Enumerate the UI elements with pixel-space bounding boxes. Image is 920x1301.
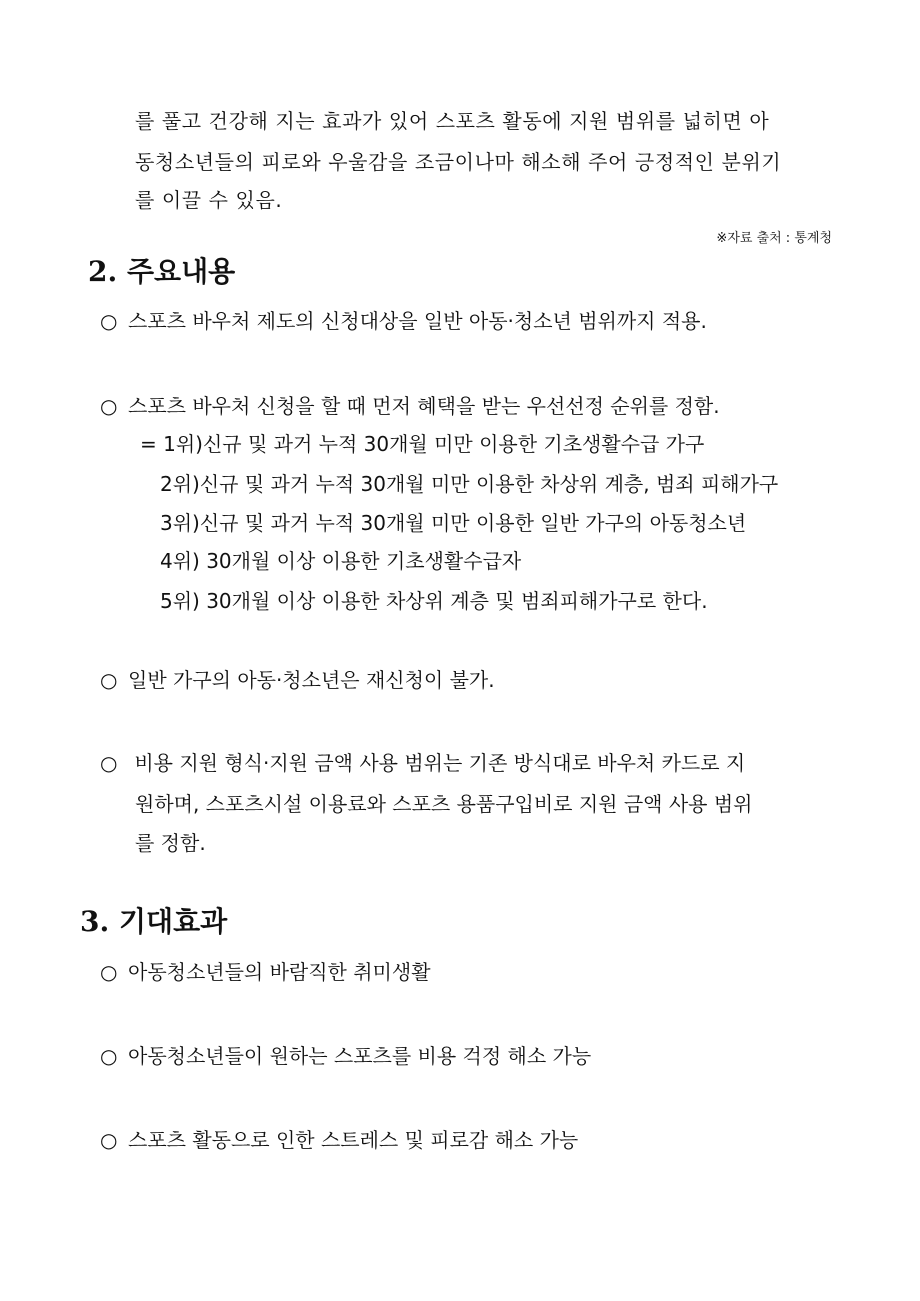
list-item-text: 일반 가구의 아동·청소년은 재신청이 불가. [128, 668, 495, 692]
priority-item-2: 2위)신규 및 과거 누적 30개월 미만 이용한 차상위 계층, 범죄 피해가구 [160, 472, 779, 496]
priority-item-5: 5위) 30개월 이상 이용한 차상위 계층 및 범죄피해가구로 한다. [160, 589, 708, 613]
list-item [100, 750, 745, 776]
list-item-text: 아동청소년들의 바람직한 취미생활 [128, 960, 431, 984]
section-heading-main-content: 2. 주요내용 [88, 255, 236, 288]
circle-bullet-icon: ○ [100, 394, 118, 418]
circle-bullet-icon: ○ [100, 668, 118, 692]
list-item [100, 959, 431, 985]
circle-bullet-icon: ○ [100, 1128, 118, 1152]
circle-bullet-icon: ○ [100, 1044, 118, 1068]
list-item [100, 667, 495, 693]
circle-bullet-icon: ○ [100, 960, 118, 984]
section-heading-expected-effects: 3. 기대효과 [80, 905, 228, 938]
source-note: ※자료 출처 : 통계청 [716, 231, 832, 246]
list-item [100, 393, 720, 419]
intro-line-1: 를 풀고 건강해 지는 효과가 있어 스포츠 활동에 지원 범위를 넓히면 아 [135, 109, 770, 133]
circle-bullet-icon: ○ [100, 751, 118, 775]
list-item-text: 비용 지원 형식·지원 금액 사용 범위는 기존 방식대로 바우처 카드로 지 [128, 751, 746, 775]
list-item [100, 1127, 578, 1153]
priority-item-4: 4위) 30개월 이상 이용한 기초생활수급자 [160, 549, 522, 573]
intro-line-3: 를 이끌 수 있음. [135, 188, 283, 212]
list-item-text: 스포츠 활동으로 인한 스트레스 및 피로감 해소 가능 [128, 1128, 579, 1152]
list-item [100, 308, 707, 334]
intro-line-2: 동청소년들의 피로와 우울감을 조금이나마 해소해 주어 긍정적인 분위기 [135, 150, 782, 174]
list-item-text: 스포츠 바우처 신청을 할 때 먼저 혜택을 받는 우선선정 순위를 정함. [128, 394, 720, 418]
priority-item-1: = 1위)신규 및 과거 누적 30개월 미만 이용한 기초생활수급 가구 [140, 432, 705, 456]
priority-item-3: 3위)신규 및 과거 누적 30개월 미만 이용한 일반 가구의 아동청소년 [160, 511, 747, 535]
circle-bullet-icon: ○ [100, 309, 118, 333]
list-item-continuation: 원하며, 스포츠시설 이용료와 스포츠 용품구입비로 지원 금액 사용 범위 [135, 792, 753, 816]
list-item-continuation: 를 정함. [135, 831, 206, 855]
list-item-text: 아동청소년들이 원하는 스포츠를 비용 걱정 해소 가능 [128, 1044, 592, 1068]
list-item-text: 스포츠 바우처 제도의 신청대상을 일반 아동·청소년 범위까지 적용. [128, 309, 707, 333]
list-item [100, 1043, 591, 1069]
